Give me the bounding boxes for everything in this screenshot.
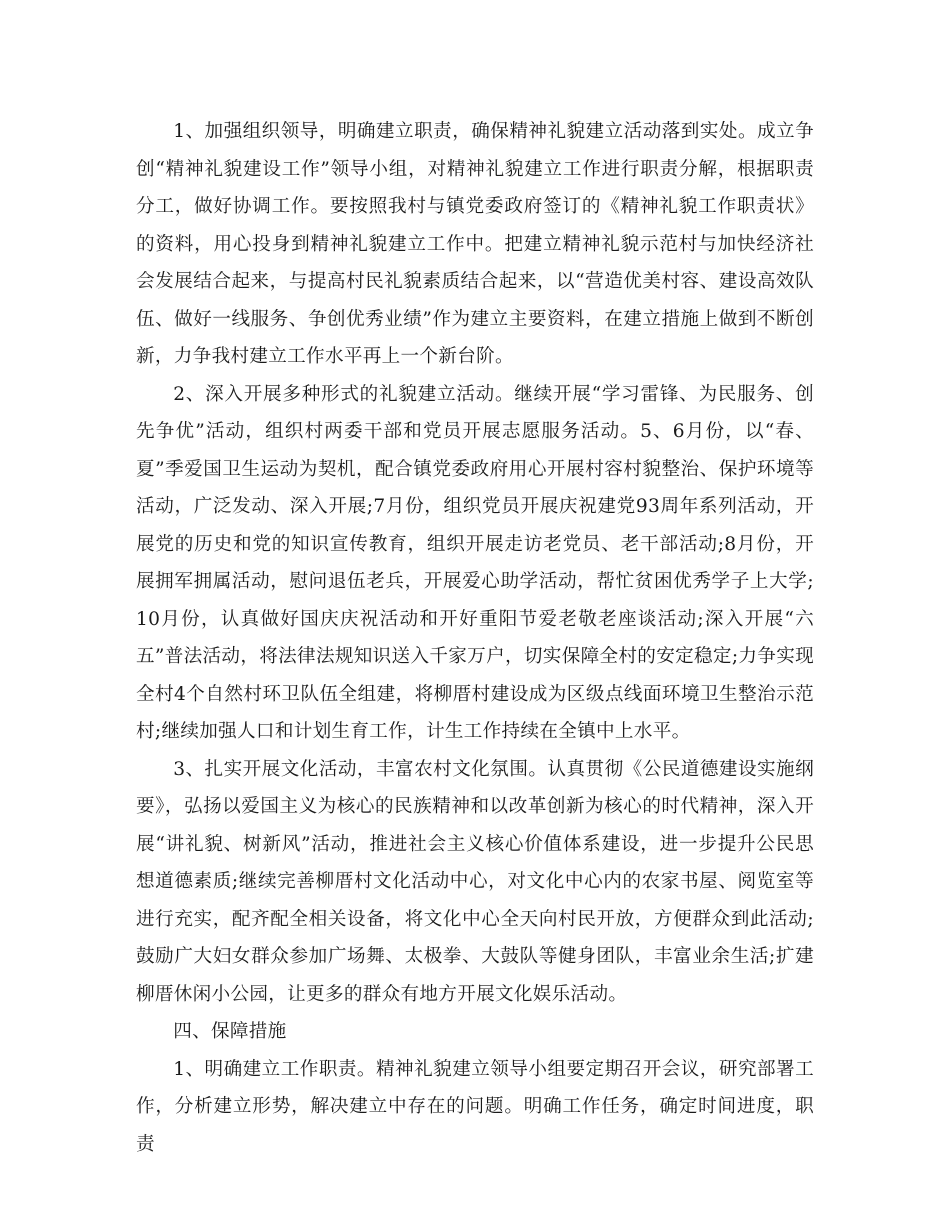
section-heading-safeguards: 四、保障措施 xyxy=(173,1021,287,1042)
paragraph-responsibilities: 1、明确建立工作职责。精神礼貌建立领导小组要定期召开会议，研究部署工作，分析建立形势，解决建立中存在的问题。明确工作任务，确定时间进度，职责 xyxy=(136,1058,814,1155)
paragraph-cultural-activities: 3、扎实开展文化活动，丰富农村文化氛围。认真贯彻《公民道德建设实施纲要》，弘扬以爱国主义为核心的民族精神和以改革创新为核心的时代精神，深入开展“讲礼貌、树新风”活动，推进社会主义核心价值体系建设，进一步提升公民思想道德素质;继续完善柳厝村文化活动中心，对文化中心内的农家书屋、阅览室等进行充实，配齐配全相关设备，将文化中心全天向村民开放，方便群众到此活动;鼓励广大妇女群众参加广场舞、太极拳、大鼓队等健身团队，丰富业余生活;扩建柳厝休闲小公园，让更多的群众有地方开展文化娱乐活动。 xyxy=(136,758,814,1005)
document-body xyxy=(136,113,814,1163)
paragraph-organization-leadership: 1、加强组织领导，明确建立职责，确保精神礼貌建立活动落到实处。成立争创“精神礼貌建设工作”领导小组，对精神礼貌建立工作进行职责分解，根据职责分工，做好协调工作。要按照我村与镇党委政府签订的《精神礼貌工作职责状》的资料，用心投身到精神礼貌建立工作中。把建立精神礼貌示范村与加快经济社会发展结合起来，与提高村民礼貌素质结合起来，以“营造优美村容、建设高效队伍、做好一线服务、争创优秀业绩”作为建立主要资料，在建立措施上做到不断创新，力争我村建立工作水平再上一个新台阶。 xyxy=(136,121,814,367)
paragraph-courtesy-activities: 2、深入开展多种形式的礼貌建立活动。继续开展“学习雷锋、为民服务、创先争优”活动，组织村两委干部和党员开展志愿服务活动。5、6月份，以“春、夏”季爱国卫生运动为契机，配合镇党委政府用心开展村容村貌整治、保护环境等活动，广泛发动、深入开展;7月份，组织党员开展庆祝建党93周年系列活动，开展党的历史和党的知识宣传教育，组织开展走访老党员、老干部活动;8月份，开展拥军拥属活动，慰问退伍老兵，开展爱心助学活动，帮忙贫困优秀学子上大学;10月份，认真做好国庆庆祝活动和开好重阳节爱老敬老座谈活动;深入开展“六五”普法活动，将法律法规知识送入千家万户，切实保障全村的安定稳定;力争实现全村4个自然村环卫队伍全组建，将柳厝村建设成为区级点线面环境卫生整治示范村;继续加强人口和计划生育工作，计生工作持续在全镇中上水平。 xyxy=(136,383,814,742)
